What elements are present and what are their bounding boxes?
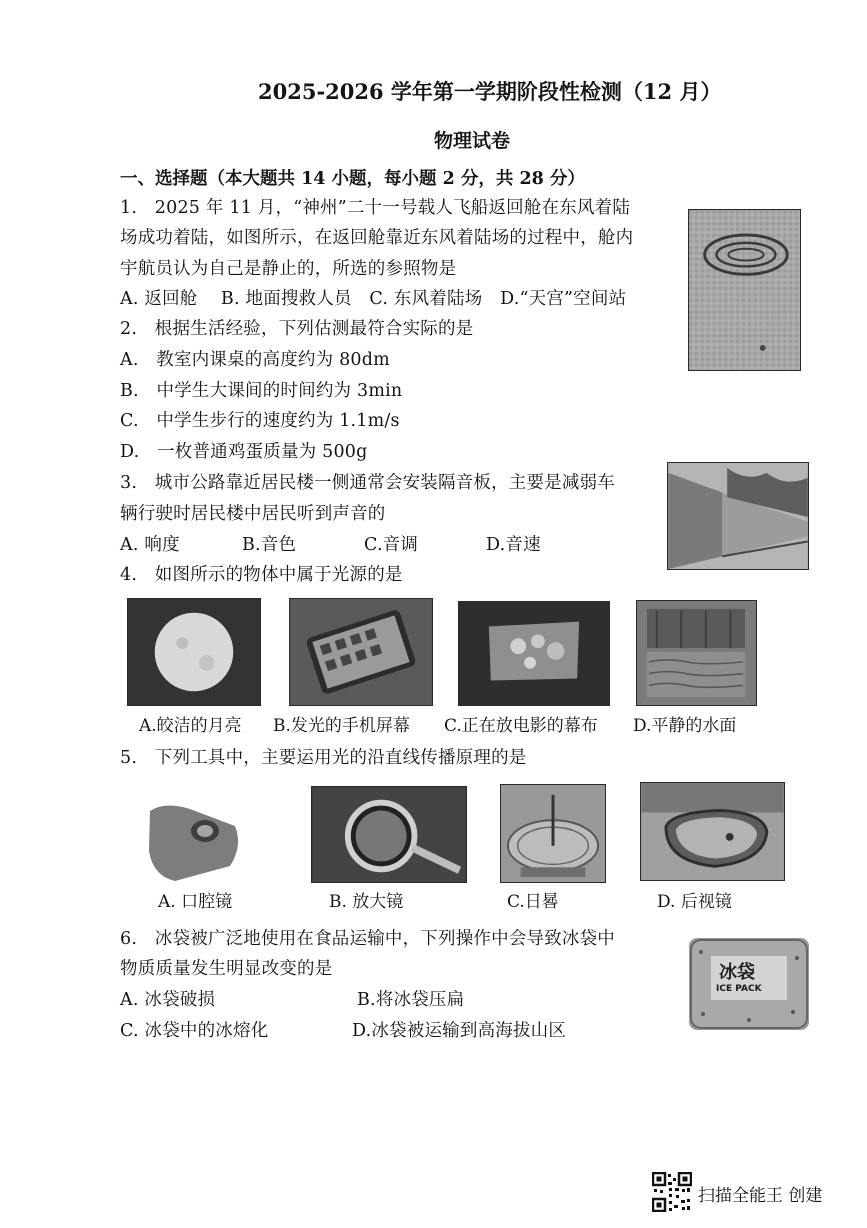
section-heading: 一、选择题（本大题共 14 小题，每小题 2 分，共 28 分） xyxy=(120,169,585,189)
q4-caption-d: D.平静的水面 xyxy=(633,716,737,736)
phone-screen-icon xyxy=(290,599,432,705)
ice-pack-sublabel: ICE PACK xyxy=(716,984,762,994)
q2-stem: 2. 根据生活经验，下列估测最符合实际的是 xyxy=(120,319,474,339)
q6-stem-line1: 6. 冰袋被广泛地使用在食品运输中，下列操作中会导致冰袋中 xyxy=(120,929,615,949)
q2-option-d: D. 一枚普通鸡蛋质量为 500g xyxy=(120,442,368,462)
q1-stem-line2: 场成功着陆，如图所示，在返回舱靠近东风着陆场的过程中，舱内 xyxy=(120,228,634,248)
sundial-icon xyxy=(501,785,605,882)
scanner-watermark: 扫描全能王 创建 xyxy=(698,1186,823,1206)
q4-caption-a: A.皎洁的月亮 xyxy=(139,716,242,736)
magnifier-icon xyxy=(312,787,466,882)
q3-option-d: D.音速 xyxy=(486,535,541,555)
q6-stem-line2: 物质质量发生明显改变的是 xyxy=(120,959,333,979)
q3-option-b: B.音色 xyxy=(242,535,297,555)
q6-option-d: D.冰袋被运输到高海拔山区 xyxy=(352,1021,567,1041)
q3-option-c: C.音调 xyxy=(364,535,419,555)
q3-option-a: A. 响度 xyxy=(120,535,180,555)
q1-capsule-image xyxy=(688,209,801,371)
q5-magnifier-image xyxy=(311,786,467,883)
q5-dental-mirror-image xyxy=(145,801,245,883)
water-reflection-icon xyxy=(637,601,756,705)
ice-pack-label: 冰袋 xyxy=(719,962,755,983)
q3-sound-barrier-image xyxy=(667,462,809,570)
q4-movie-screen-image xyxy=(458,601,610,706)
q2-option-c: C. 中学生步行的速度约为 1.1m/s xyxy=(120,411,400,431)
rearview-mirror-icon xyxy=(641,783,784,880)
movie-screen-icon xyxy=(459,602,609,705)
q4-caption-b: B.发光的手机屏幕 xyxy=(273,716,410,736)
sound-barrier-icon xyxy=(668,463,808,569)
q2-option-b: B. 中学生大课间的时间约为 3min xyxy=(120,381,403,401)
q6-option-c: C. 冰袋中的冰熔化 xyxy=(120,1021,269,1041)
q1-options: A. 返回舱 B. 地面搜救人员 C. 东风着陆场 D.“天宫”空间站 xyxy=(120,289,627,309)
q3-stem-line1: 3. 城市公路靠近居民楼一侧通常会安装隔音板，主要是减弱车 xyxy=(120,473,615,493)
q5-stem: 5. 下列工具中，主要运用光的沿直线传播原理的是 xyxy=(120,748,527,768)
q5-caption-b: B. 放大镜 xyxy=(329,892,404,912)
q2-option-a: A. 教室内课桌的高度约为 80dm xyxy=(120,350,390,370)
q4-stem: 4. 如图所示的物体中属于光源的是 xyxy=(120,565,403,585)
q1-stem-line3: 宇航员认为自己是静止的，所选的参照物是 xyxy=(120,259,457,279)
q6-option-b: B.将冰袋压扁 xyxy=(357,990,465,1010)
moon-icon xyxy=(128,599,260,705)
dental-mirror-icon xyxy=(145,801,245,883)
q3-stem-line2: 辆行驶时居民楼中居民听到声音的 xyxy=(120,504,386,524)
q1-stem-line1: 1. 2025 年 11 月，“神州”二十一号载人飞船返回舱在东风着陆 xyxy=(120,198,631,218)
q5-caption-d: D. 后视镜 xyxy=(657,892,732,912)
q6-option-a: A. 冰袋破损 xyxy=(120,990,216,1010)
page-subtitle: 物理试卷 xyxy=(434,130,511,152)
q5-rearview-mirror-image xyxy=(640,782,785,881)
q5-sundial-image xyxy=(500,784,606,883)
capsule-icon xyxy=(689,210,800,370)
q4-moon-image xyxy=(127,598,261,706)
q4-phone-image xyxy=(289,598,433,706)
q5-caption-c: C.日晷 xyxy=(507,892,559,912)
page-title: 2025-2026 学年第一学期阶段性检测（12 月） xyxy=(258,79,722,104)
q5-caption-a: A. 口腔镜 xyxy=(158,892,233,912)
qr-code-icon xyxy=(652,1172,692,1212)
q4-caption-c: C.正在放电影的幕布 xyxy=(444,716,598,736)
q4-water-image xyxy=(636,600,757,706)
